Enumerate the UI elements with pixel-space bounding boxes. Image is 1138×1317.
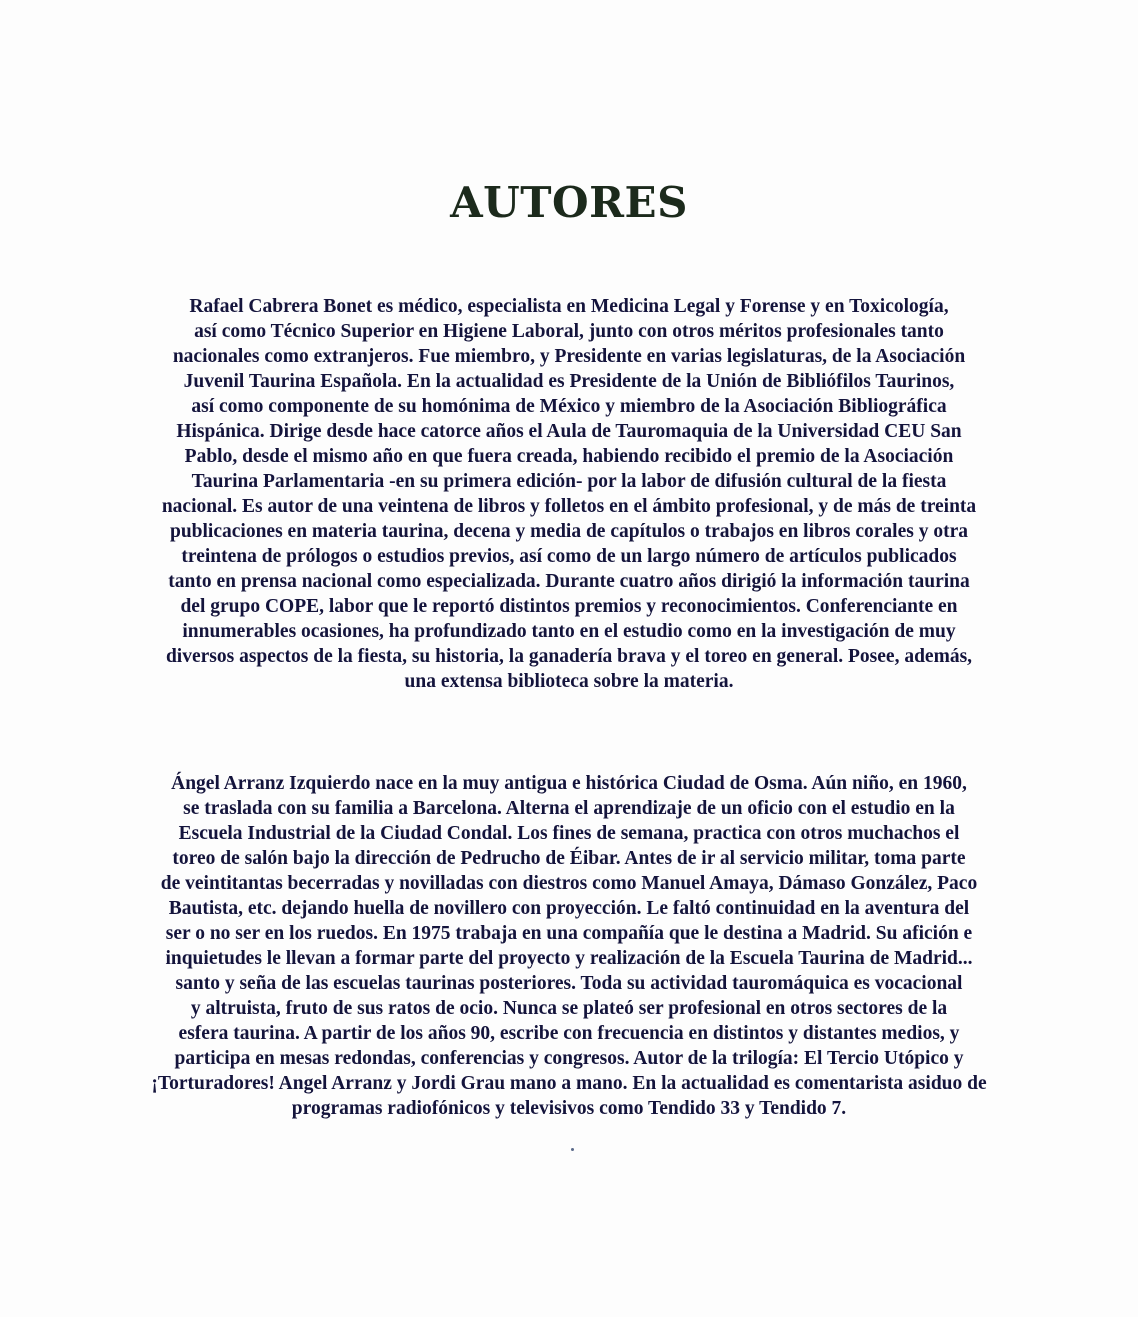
bio-line: programas radiofónicos y televisivos como Tendido 33 y Tendido 7. xyxy=(291,1098,847,1119)
bio-line: Pablo, desde el mismo año en que fuera creada, habiendo recibido el premio de la Asociación xyxy=(184,446,954,467)
bio-line: diversos aspectos de la fiesta, su historia, la ganadería brava y el toreo en general. Posee, además, xyxy=(165,646,973,667)
bio-line: Taurina Parlamentaria -en su primera edición- por la labor de difusión cultural de la fiesta xyxy=(191,471,947,492)
bio-line: Rafael Cabrera Bonet es médico, especialista en Medicina Legal y Forense y en Toxicología, xyxy=(189,296,949,317)
bio-line: del grupo COPE, labor que le reportó distintos premios y reconocimientos. Conferenciante en xyxy=(180,596,958,617)
bio-line: inquietudes le llevan a formar parte del proyecto y realización de la Escuela Taurina de Madrid... xyxy=(165,948,973,969)
bio-line: así como componente de su homónima de México y miembro de la Asociación Bibliográfica xyxy=(191,396,947,417)
bio-line: santo y seña de las escuelas taurinas posteriores. Toda su actividad tauromáquica es vocacional xyxy=(175,973,963,994)
bio-line: Hispánica. Dirige desde hace catorce años el Aula de Tauromaquia de la Universidad CEU San xyxy=(176,421,962,442)
bio-line: treintena de prólogos o estudios previos, así como de un largo número de artículos publicados xyxy=(181,546,957,567)
bio-line: Bautista, etc. dejando huella de novillero con proyección. Le faltó continuidad en la aventura del xyxy=(168,898,970,919)
page-title: AUTORES xyxy=(450,178,688,227)
scan-speck xyxy=(571,1148,574,1151)
author-bio-cabrera xyxy=(68,294,1070,694)
bio-line: nacionales como extranjeros. Fue miembro, y Presidente en varias legislaturas, de la Asociación xyxy=(172,346,966,367)
bio-line: tanto en prensa nacional como especializada. Durante cuatro años dirigió la información taurina xyxy=(168,571,970,592)
bio-line: ser o no ser en los ruedos. En 1975 trabaja en una compañía que le destina a Madrid. Su afición e xyxy=(165,923,973,944)
bio-line: nacional. Es autor de una veintena de libros y folletos en el ámbito profesional, y de más de treinta xyxy=(161,496,977,517)
bio-line: así como Técnico Superior en Higiene Laboral, junto con otros méritos profesionales tanto xyxy=(194,321,944,342)
bio-line: Escuela Industrial de la Ciudad Condal. Los fines de semana, practica con otros muchachos el xyxy=(178,823,960,844)
bio-line: esfera taurina. A partir de los años 90, escribe con frecuencia en distintos y distantes medios, y xyxy=(178,1023,960,1044)
bio-line: y altruista, fruto de sus ratos de ocio. Nunca se plateó ser profesional en otros sectores de la xyxy=(190,998,948,1019)
bio-line: ¡Torturadores! Angel Arranz y Jordi Grau mano a mano. En la actualidad es comentarista asiduo de xyxy=(151,1073,987,1094)
bio-line: de veintitantas becerradas y novilladas con diestros como Manuel Amaya, Dámaso González, Paco xyxy=(160,873,978,894)
bio-line: participa en mesas redondas, conferencias y congresos. Autor de la trilogía: El Tercio Utópico y xyxy=(174,1048,964,1069)
bio-line: innumerables ocasiones, ha profundizado tanto en el estudio como en la investigación de muy xyxy=(182,621,956,642)
bio-line: toreo de salón bajo la dirección de Pedrucho de Éibar. Antes de ir al servicio militar, toma parte xyxy=(172,848,966,869)
bio-line: se traslada con su familia a Barcelona. Alterna el aprendizaje de un oficio con el estudio en la xyxy=(183,798,955,819)
bio-line: Juvenil Taurina Española. En la actualidad es Presidente de la Unión de Bibliófilos Taurinos, xyxy=(183,371,955,392)
bio-line: una extensa biblioteca sobre la materia. xyxy=(404,671,734,692)
author-bio-arranz xyxy=(68,771,1070,1121)
bio-line: Ángel Arranz Izquierdo nace en la muy antigua e histórica Ciudad de Osma. Aún niño, en 1960, xyxy=(171,773,967,794)
bio-line: publicaciones en materia taurina, decena y media de capítulos o trabajos en libros corales y otra xyxy=(169,521,968,542)
